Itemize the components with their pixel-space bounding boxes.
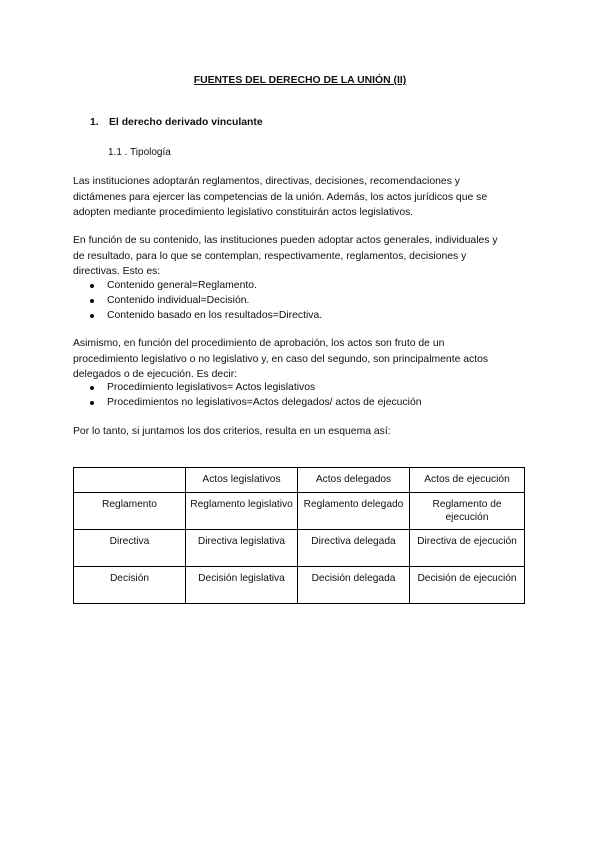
list-item: Procedimientos no legislativos=Actos delegados/ actos de ejecución (73, 395, 422, 410)
text-line: procedimiento legislativo o no legislativo y, en caso del segundo, son principalmente actos (73, 353, 489, 365)
paragraph-2 (73, 233, 533, 280)
section-number: 1. (90, 117, 99, 128)
table-cell: Decisión legislativa (186, 567, 298, 604)
table-cell: Reglamento de ejecución (410, 493, 525, 530)
table-cell: Directiva de ejecución (410, 530, 525, 567)
list-item: Procedimiento legislativos= Actos legislativos (73, 380, 422, 395)
section-heading (90, 117, 263, 128)
table-header-cell: Actos legislativos (186, 468, 298, 493)
list-item: Contenido basado en los resultados=Directiva. (73, 308, 322, 323)
table-cell: Decisión delegada (298, 567, 410, 604)
text-line: delegados o de ejecución. Es decir: (73, 369, 238, 380)
bullet-list-procedimiento (73, 380, 422, 410)
table-row-label: Decisión (74, 567, 186, 604)
text-line: Por lo tanto, si juntamos los dos criterios, resulta en un esquema así: (73, 426, 391, 437)
subsection-heading: 1.1 . Tipología (108, 147, 171, 158)
table-header-row (74, 468, 525, 493)
table-header-cell (74, 468, 186, 493)
table-row-label: Directiva (74, 530, 186, 567)
text-line: directivas. Esto es: (73, 266, 161, 277)
paragraph-1 (73, 174, 533, 221)
table-row (74, 493, 525, 530)
text-line: En función de su contenido, las instituciones pueden adoptar actos generales, individuales y (73, 235, 498, 246)
text-line: Asimismo, en función del procedimiento de aprobación, los actos son fruto de un (73, 338, 445, 349)
paragraph-4 (73, 424, 533, 440)
table-row-label: Reglamento (74, 493, 186, 530)
list-item: Contenido individual=Decisión. (73, 293, 322, 308)
table-cell: Directiva delegada (298, 530, 410, 567)
list-item: Contenido general=Reglamento. (73, 278, 322, 293)
table-cell: Reglamento delegado (298, 493, 410, 530)
table-header-cell: Actos de ejecución (410, 468, 525, 493)
table-cell: Directiva legislativa (186, 530, 298, 567)
text-line: adopten mediante procedimiento legislativo constituirán actos legislativos. (73, 207, 414, 218)
text-line: dictámenes para ejercer las competencias de la unión. Además, los actos jurídicos que se (73, 191, 488, 203)
text-line: de resultado, para lo que se contemplan, respectivamente, reglamentos, decisiones y (73, 250, 467, 262)
table-header-cell: Actos delegados (298, 468, 410, 493)
table-cell: Reglamento legislativo (186, 493, 298, 530)
table-row (74, 567, 525, 604)
table-cell: Decisión de ejecución (410, 567, 525, 604)
acts-schema-table (73, 467, 525, 604)
table-row (74, 530, 525, 567)
section-title: El derecho derivado vinculante (109, 117, 263, 128)
bullet-list-contenido (73, 278, 322, 323)
paragraph-3 (73, 336, 533, 383)
text-line: Las instituciones adoptarán reglamentos, directivas, decisiones, recomendaciones y (73, 176, 460, 187)
page-title: FUENTES DEL DERECHO DE LA UNIÓN (II) (193, 75, 407, 86)
